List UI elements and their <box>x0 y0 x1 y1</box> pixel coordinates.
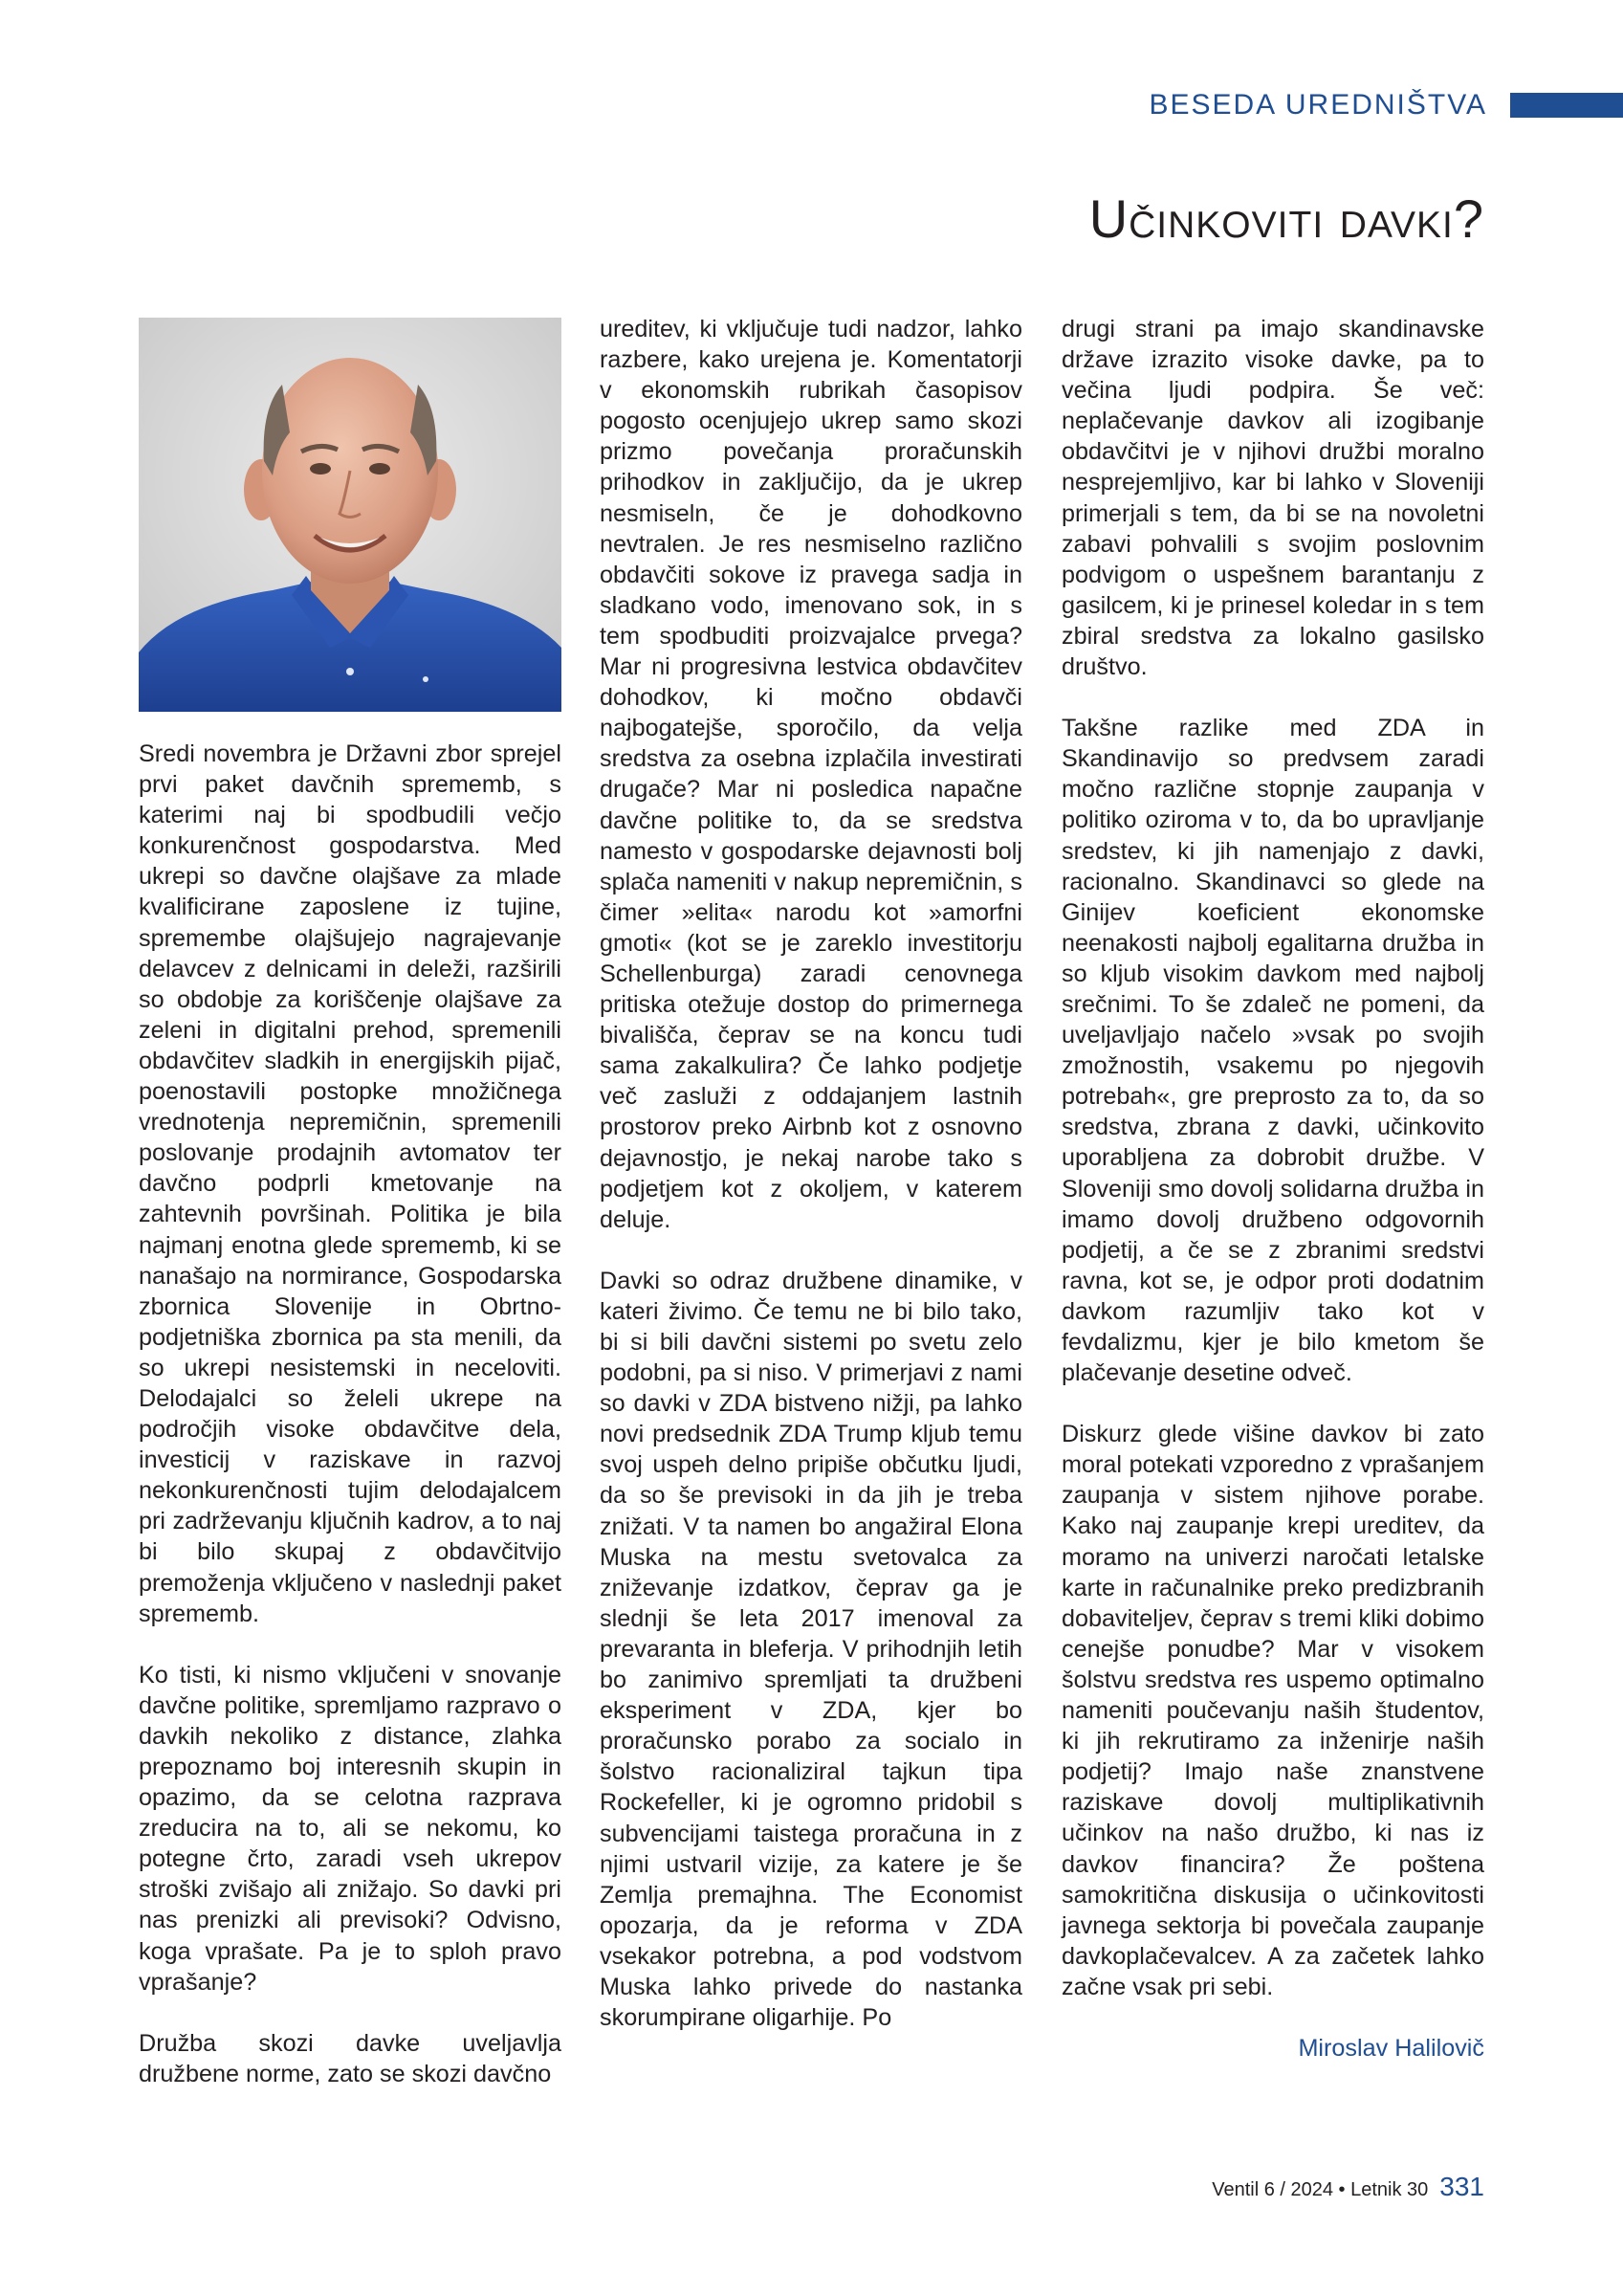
article-column-3 <box>1062 314 1484 2064</box>
page-number: 331 <box>1439 2172 1484 2201</box>
paragraph: ureditev, ki vključuje tudi nadzor, lahko razbere, kako urejena je. Komentatorji v ekonomskih rubrikah časopisov pogosto ocenjujejo ukrep samo skozi prizmo povečanja proračunskih prihodkov in zaključijo, da je ukrep nesmiseln, če je dohodkovno nevtralen. Je res nesmiselno različno obdavčiti sokove iz pravega sadja in sladkano vodo, imenovano sok, in s tem spodbuditi proizvajalce prvega? Mar ni progresivna lestvica obdavčitev dohodkov, ki močno obdavči najbogatejše, sporočilo, da velja sredstva za osebna izplačila investirati drugače? Mar ni posledica napačne davčne politike to, da se sredstva namesto v gospodarske dejavnosti bolj splača nameniti v nakup nepremičnin, s čimer »elita« narodu kot »amorfni gmoti« (kot se je zareklo investitorju Schellenburga) zaradi cenovnega pritiska otežuje dostop do primernega bivališča, čeprav se na koncu tudi sama zakalkulira? Če lahko podjetje več zasluži z oddajanjem lastnih prostorov preko Airbnb kot z osnovno dejavnostjo, je nekaj narobe tako s podjetjem kot z okoljem, v katerem deluje. <box>600 316 1022 1233</box>
paragraph: drugi strani pa imajo skandinavske države izrazito visoke davke, pa to večina ljudi podpira. Še več: neplačevanje davkov ali izogibanje obdavčitvi je v njihovi družbi moralno nesprejemljivo, kar bi lahko v Sloveniji primerjali s tem, da bi se na novoletni zabavi pohvalili s svojim poslovnim podvigom o uspešnem barantanju z gasilcem, ki je prinesel koledar in s tem zbiral sredstva za lokalno gasilsko društvo. <box>1062 316 1484 681</box>
article-column-2 <box>600 314 1022 2033</box>
paragraph: Diskurz glede višine davkov bi zato moral potekati vzporedno z vprašanjem zaupanja v sistem njihove porabe. Kako naj zaupanje krepi ureditev, da moramo na univerzi naročati letalske karte in računalnike preko predizbranih dobaviteljev, čeprav s tremi kliki dobimo cenejše ponudbe? Mar v visokem šolstvu sredstva res uspemo optimalno nameniti poučevanju naših študentov, ki jih rekrutiramo za inženirje naših podjetij? Imajo naše znanstvene raziskave dovolj multiplikativnih učinkov na našo družbo, ki nas iz davkov financira? Že poštena samokritična diskusija o učinkovitosti javnega sektorja bi povečala zaupanje davkoplačevalcev. A za začetek lahko začne vsak pri sebi. <box>1062 1421 1484 2000</box>
author-portrait-photo <box>139 318 561 712</box>
section-header <box>1149 88 1623 122</box>
paragraph: Takšne razlike med ZDA in Skandinavijo so predvsem zaradi močno različne stopnje zaupanja v politiko oziroma v to, da bo upravljanje sredstev, ki jih namenjajo z davki, racionalno. Skandinavci so glede na Ginijev koeficient ekonomske neenakosti najbolj egalitarna družba in so kljub visokim davkom med najbolj srečnimi. To še zdaleč ne pomeni, da uveljavljajo načelo »vsak po svojih zmožnostih, vsakemu po njegovih potrebah«, gre preprosto za to, da so sredstva, zbrana z davki, učinkovito uporabljena za dobrobit družbe. V Sloveniji smo dovolj solidarna družba in imamo dovolj družbeno odgovornih podjetij, a če se z zbranimi sredstvi ravna, kot se, je odpor proti dodatnim davkom razumljiv tako kot v fevdalizmu, kjer je bilo kmetom še plačevanje desetine odveč. <box>1062 715 1484 1387</box>
article-title: Učinkoviti davki? <box>1088 188 1484 249</box>
section-accent-bar <box>1510 93 1623 118</box>
section-label: BESEDA UREDNIŠTVA <box>1149 89 1487 121</box>
paragraph: Davki so odraz družbene dinamike, v kateri živimo. Če temu ne bi bilo tako, bi si bili davčni sistemi po svetu zelo podobni, pa si niso. V primerjavi z nami so davki v ZDA bistveno nižji, pa lahko novi predsednik ZDA Trump kljub temu svoj uspeh delno pripiše občutku ljudi, da so še previsoki in da jih je treba znižati. V ta namen bo angažiral Elona Muska na mestu svetovalca za zniževanje izdatkov, čeprav ga je slednji še leta 2017 imenoval za prevaranta in bleferja. V prihodnjih letih bo zanimivo spremljati ta družbeni eksperiment v ZDA, kjer bo proračunsko porabo za socialo in šolstvo racionaliziral tajkun tipa Rockefeller, ki je ogromno pridobil s subvencijami taistega proračuna in z njimi ustvaril vizije, za katere je še Zemlja premajhna. The Economist opozarja, da je reforma v ZDA vsekakor potrebna, a pod vodstvom Muska lahko privede do nastanka skorumpirane oligarhije. Po <box>600 1267 1022 2032</box>
portrait-photo-icon <box>139 318 561 712</box>
paragraph: Ko tisti, ki nismo vključeni v snovanje davčne politike, spremljamo razpravo o davkih nekoliko z distance, zlahka prepoznamo boj interesnih skupin in opazimo, da se celotna razprava zreducira na to, ali se nekomu, ko potegne črto, zaradi vseh ukrepov stroški zvišajo ali znižajo. So davki pri nas prenizki ali previsoki? Odvisno, koga vprašate. Pa je to sploh pravo vprašanje? <box>139 1661 561 1996</box>
paragraph: Sredi novembra je Državni zbor sprejel prvi paket davčnih sprememb, s katerimi naj bi spodbudili večjo konkurenčnost gospodarstva. Med ukrepi so davčne olajšave za mlade kvalificirane zaposlene iz tujine, spremembe olajšujejo nagrajevanje delavcev z delnicami in deleži, razširili so obdobje za koriščenje olajšave za zeleni in digitalni prehod, spremenili obdavčitev sladkih in energijskih pijač, poenostavili postopke množičnega vrednotenja nepremičnin, spremenili poslovanje prodajnih avtomatov ter davčno podprli kmetovanje na zahtevnih površinah. Politika je bila najmanj enotna glede sprememb, ki se nanašajo na normirance, Gospodarska zbornica Slovenije in Obrtno-podjetniška zbornica pa sta menili, da so ukrepi nesistemski in neceloviti. Delodajalci so želeli ukrepe na področjih visoke obdavčitve dela, investicij v raziskave in razvoj nekonkurenčnosti tujim delodajalcem pri zadrževanju ključnih kadrov, a to naj bi bilo skupaj z obdavčitvijo premoženja vključeno v naslednji paket sprememb. <box>139 740 561 1627</box>
page-footer <box>1212 2172 1484 2202</box>
author-signature: Miroslav Halilovič <box>1298 2034 1484 2062</box>
paragraph: Družba skozi davke uveljavlja družbene norme, zato se skozi davčno <box>139 2029 561 2087</box>
article-column-1 <box>139 739 561 2089</box>
publication-info: Ventil 6 / 2024 • Letnik 30 <box>1212 2179 1429 2200</box>
